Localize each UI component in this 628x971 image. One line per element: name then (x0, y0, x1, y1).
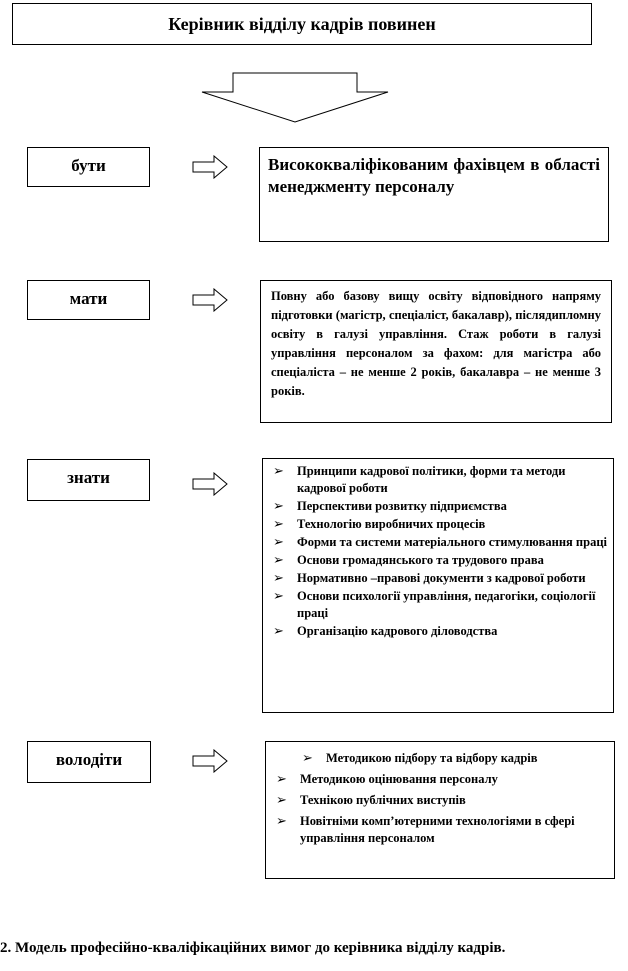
text-maty: Повну або базову вищу освіту відповідного напряму підготовки (магістр, спеціаліст, бакалавр), післядипломну освіту в галузі управління. Стаж роботи в галузі управління персоналом за фахом: для магістра або спеціаліста – не менше 2 років, бакалавра – не менше 3 років. (260, 280, 612, 423)
list-item: ➢ Технологію виробничих процесів (273, 516, 607, 533)
label-buty: бути (27, 147, 150, 187)
right-arrow-icon (192, 472, 228, 496)
list-znaty (262, 458, 614, 713)
list-volodity (265, 741, 615, 879)
diagram-title: Керівник відділу кадрів повинен (12, 3, 592, 45)
list-item: ➢ Перспективи розвитку підприємства (273, 498, 607, 515)
down-arrow-icon (200, 72, 390, 124)
right-arrow-icon (192, 288, 228, 312)
list-item: ➢ Методикою оцінювання персоналу (276, 771, 608, 788)
label-znaty: знати (27, 459, 150, 501)
right-arrow-icon (192, 155, 228, 179)
list-item: ➢ Новітніми комп’ютерними технологіями в сфері управління персоналом (276, 813, 608, 847)
label-maty: мати (27, 280, 150, 320)
right-arrow-icon (192, 749, 228, 773)
label-volodity: володіти (27, 741, 151, 783)
list-item: ➢ Технікою публічних виступів (276, 792, 608, 809)
list-item: ➢ Основи психології управління, педагогіки, соціології праці (273, 588, 607, 622)
figure-caption: 2. Модель професійно-кваліфікаційних вимог до керівника відділу кадрів. (0, 940, 506, 956)
list-item: ➢ Організацію кадрового діловодства (273, 623, 607, 640)
text-buty: Висококваліфікованим фахівцем в області менеджменту персоналу (259, 147, 609, 242)
list-item: ➢ Форми та системи матеріального стимулювання праці (273, 534, 607, 551)
list-item: ➢ Принципи кадрової політики, форми та методи кадрової роботи (273, 463, 607, 497)
list-item: ➢ Методикою підбору та відбору кадрів (302, 750, 608, 767)
list-item: ➢ Основи громадянського та трудового права (273, 552, 607, 569)
list-item: ➢ Нормативно –правові документи з кадрової роботи (273, 570, 607, 587)
